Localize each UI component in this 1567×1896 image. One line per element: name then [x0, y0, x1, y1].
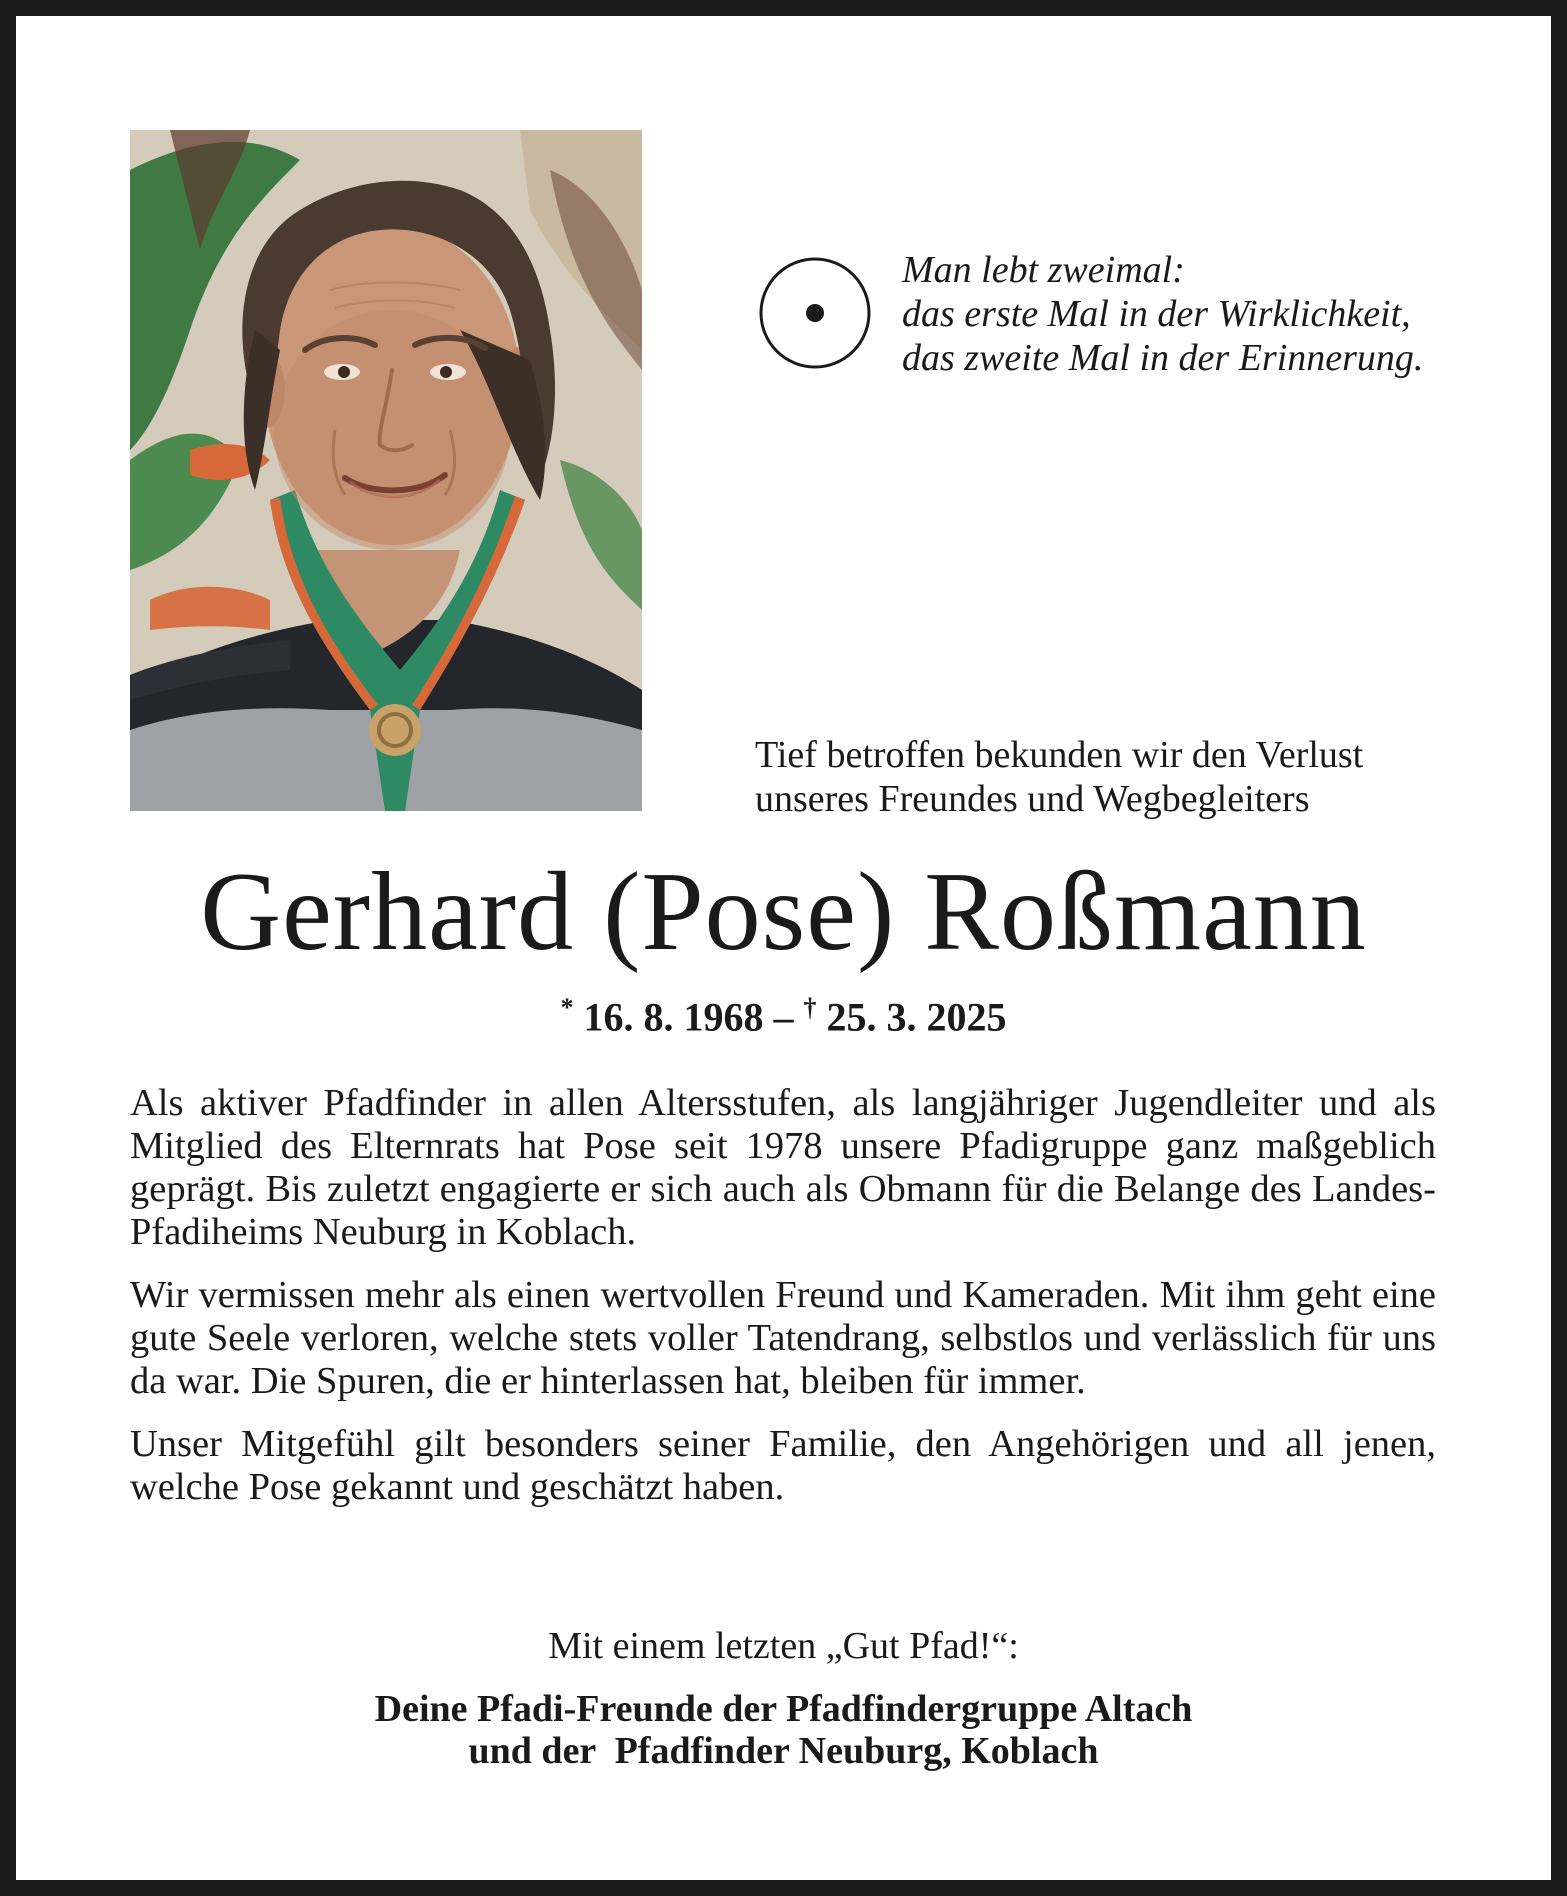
death-date: 25. 3. 2025	[826, 994, 1007, 1040]
intro-text	[755, 733, 1455, 821]
intro-line: unseres Freundes und Wegbegleiters	[755, 778, 1310, 820]
signature-line: und der Pfadfinder Neuburg, Koblach	[468, 1730, 1099, 1772]
portrait-photo	[130, 130, 642, 811]
memorial-quote	[902, 248, 1462, 380]
body-paragraph: Unser Mitgefühl gilt besonders seiner Familie, den Angehörigen und all jenen, welche Pose gekannt und geschätzt haben.	[130, 1423, 1436, 1508]
birth-symbol: *	[560, 993, 574, 1022]
life-dates	[0, 984, 1567, 1041]
closing-greeting: Mit einem letzten „Gut Pfad!“:	[548, 1625, 1019, 1667]
body-paragraph: Als aktiver Pfadfinder in allen Altersstufen, als langjähriger Jugendleiter und als Mitglied des Elternrats hat Pose seit 1978 unsere Pfadigruppe ganz maßgeblich geprägt. Bis zuletzt engagierte er sich auch als Obmann für die Belange des Landes-Pfadiheims Neuburg in Koblach.	[130, 1082, 1436, 1253]
deceased-name: Gerhard (Pose) Roßmann	[200, 850, 1367, 974]
quote-line: das zweite Mal in der Erinnerung.	[902, 337, 1424, 379]
circle-dot-icon	[757, 255, 873, 371]
quote-line: das erste Mal in der Wirklichkeit,	[902, 293, 1411, 335]
body-paragraph: Wir vermissen mehr als einen wertvollen Freund und Kameraden. Mit ihm geht eine gute Seele verloren, welche stets voller Tatendrang, selbstlos und verlässlich für uns da war. Die Spuren, die er hinterlassen hat, bleiben für immer.	[130, 1274, 1436, 1402]
closing-section	[0, 1624, 1567, 1772]
quote-line: Man lebt zweimal:	[902, 249, 1185, 291]
date-separator: –	[773, 994, 794, 1040]
birth-date: 16. 8. 1968	[583, 994, 764, 1040]
intro-line: Tief betroffen bekunden wir den Verlust	[755, 734, 1364, 776]
portrait-illustration	[130, 130, 642, 811]
obituary-body	[130, 1082, 1436, 1529]
death-symbol: †	[803, 993, 817, 1022]
signature-line: Deine Pfadi-Freunde der Pfadfindergruppe Altach	[374, 1688, 1193, 1730]
